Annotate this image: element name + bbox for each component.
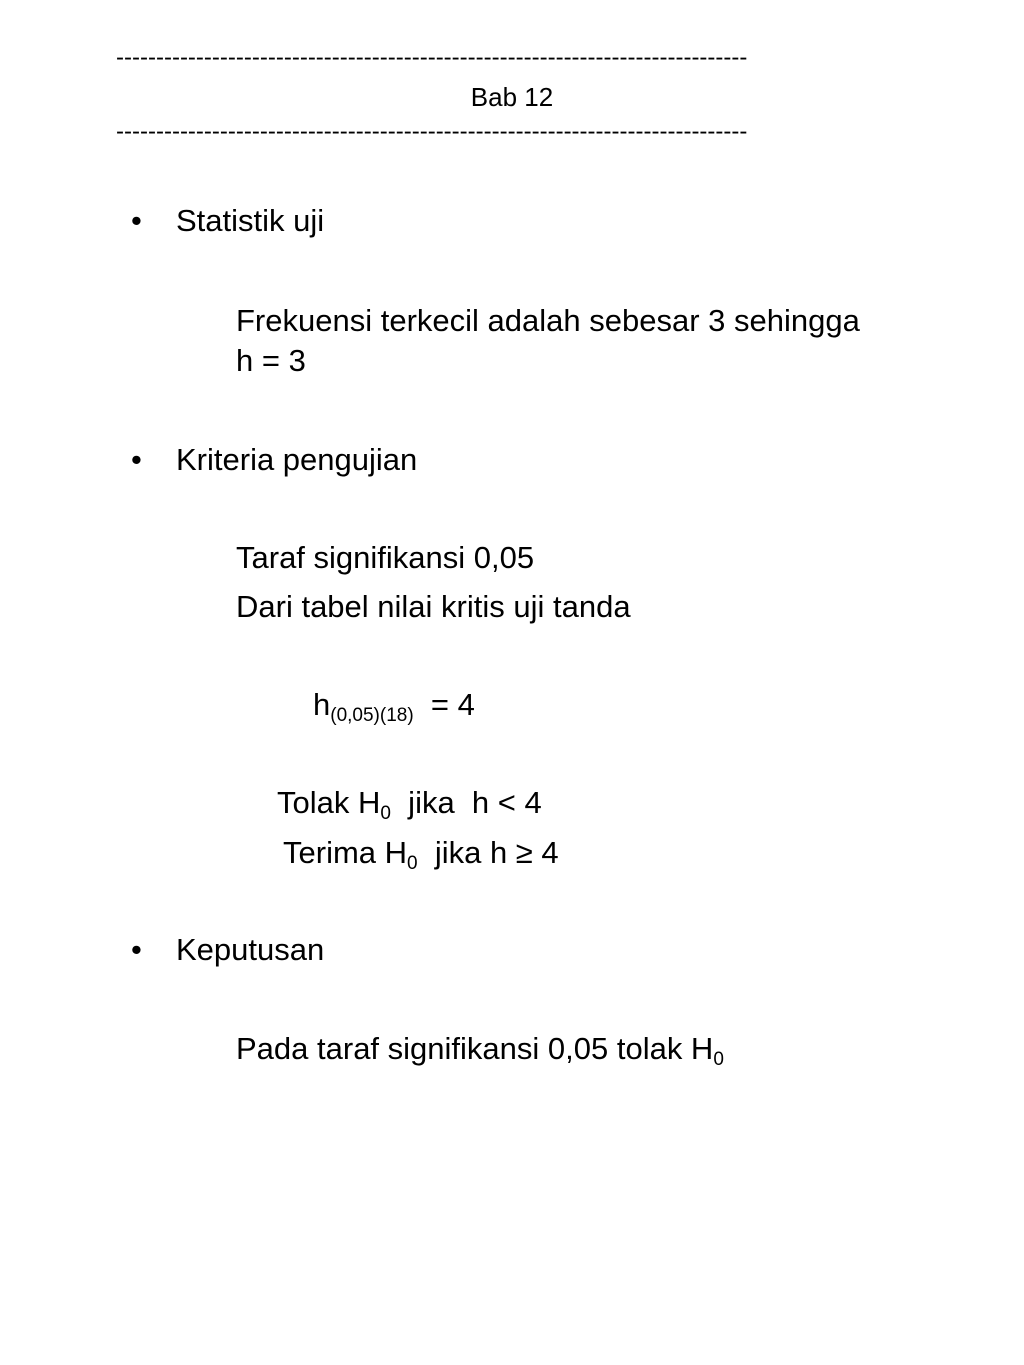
- accept-rule-subscript: 0: [407, 853, 418, 874]
- critical-value-formula: [313, 687, 475, 726]
- reject-rule-subscript: 0: [380, 803, 391, 824]
- body-text: Frekuensi terkecil adalah sebesar 3 sehingga: [236, 303, 860, 338]
- reject-rule: [277, 785, 542, 824]
- reject-rule-label: Tolak H: [277, 785, 381, 820]
- decision-statement: Pada taraf signifikansi 0,05 tolak H: [236, 1031, 714, 1066]
- formula-subscript: (0,05)(18): [330, 705, 414, 726]
- reject-rule-condition: jika h < 4: [390, 785, 542, 820]
- formula-value: = 4: [413, 687, 475, 722]
- section-heading: Kriteria pengujian: [176, 442, 418, 477]
- bullet-icon: •: [131, 203, 142, 238]
- bullet-icon: •: [131, 442, 142, 477]
- decision-subscript: 0: [713, 1049, 724, 1070]
- section-heading: Keputusan: [176, 932, 325, 967]
- body-text: Taraf signifikansi 0,05: [236, 540, 535, 575]
- header-rule-bottom: -------------------------------------------------------------------------------: [116, 118, 748, 145]
- header-rule-top: -------------------------------------------------------------------------------: [116, 44, 748, 71]
- accept-rule-label: Terima H: [283, 835, 408, 870]
- decision-text: [236, 1031, 724, 1070]
- formula-symbol: h: [313, 687, 331, 722]
- accept-rule: [283, 835, 559, 874]
- accept-rule-condition: jika h ≥ 4: [417, 835, 559, 870]
- body-text: Dari tabel nilai kritis uji tanda: [236, 589, 631, 624]
- section-heading: Statistik uji: [176, 203, 325, 238]
- page-title: Bab 12: [470, 82, 554, 112]
- bullet-icon: •: [131, 932, 142, 967]
- body-text: h = 3: [236, 343, 306, 378]
